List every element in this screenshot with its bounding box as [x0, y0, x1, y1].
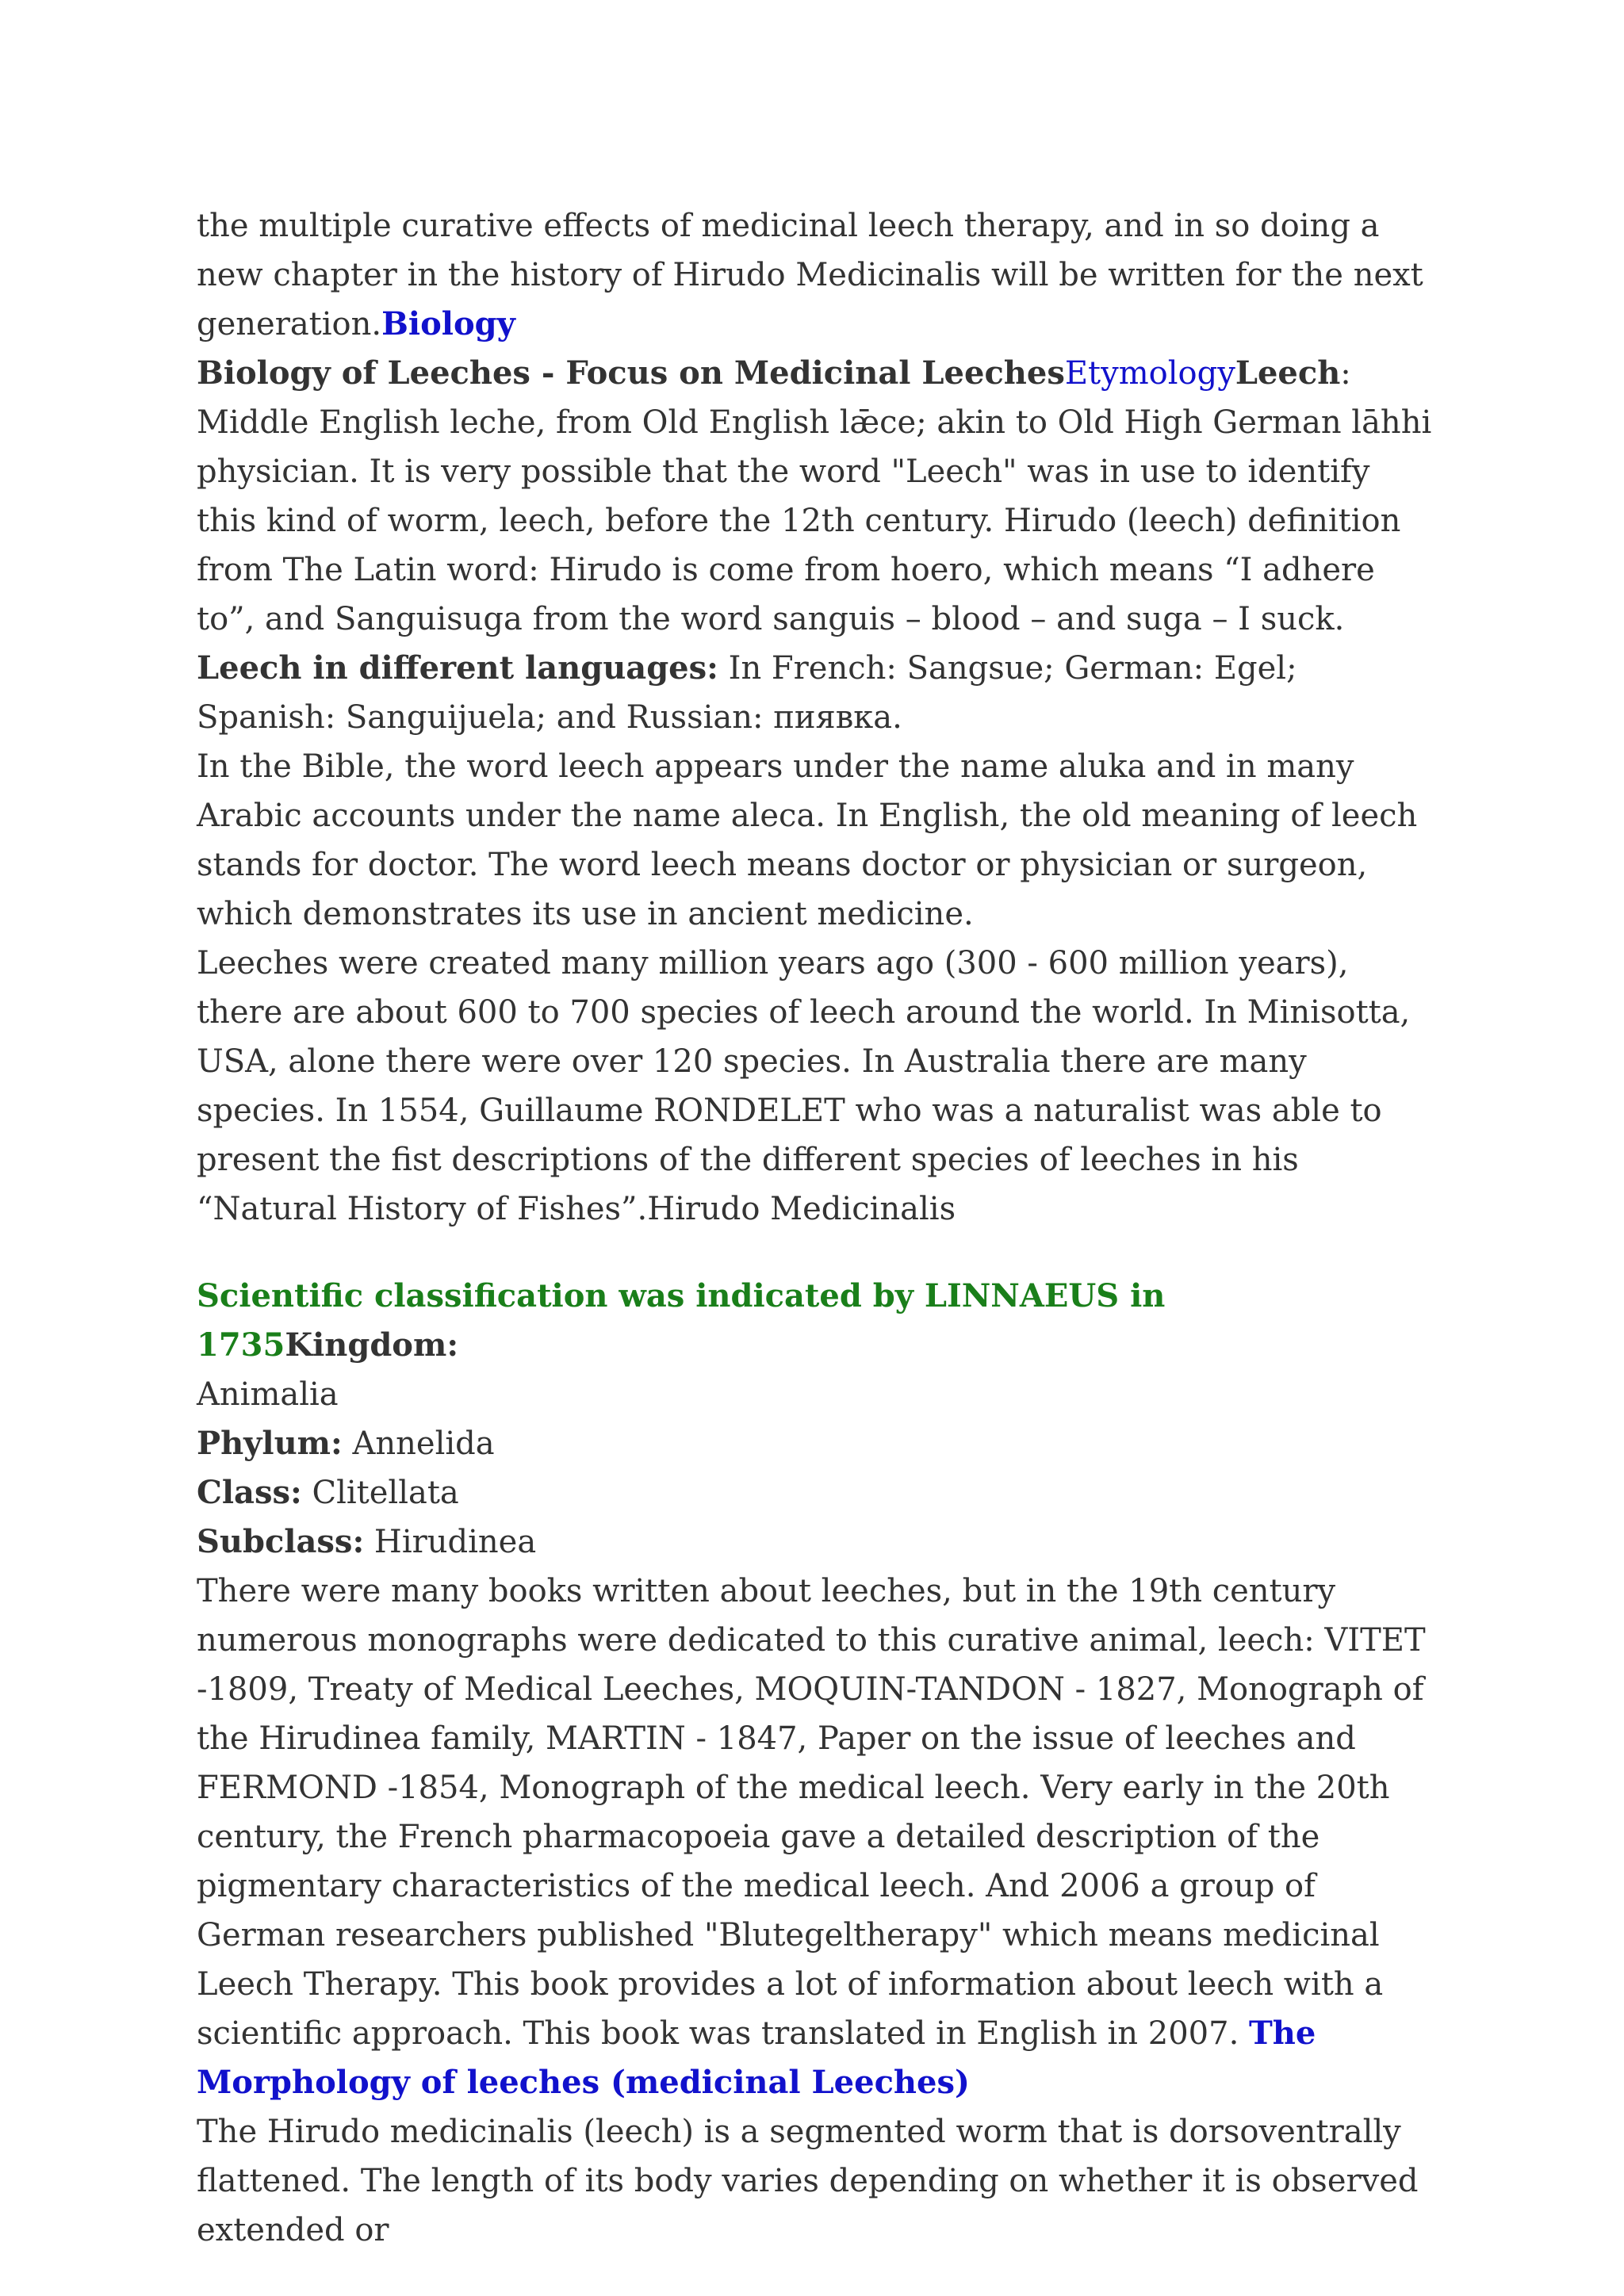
bible-paragraph: In the Bible, the word leech appears under the name aluka and in many Arabic accounts under the name aleca. In English, the old meaning of leech stands for doctor. The word leech means doctor or physician or surgeon, which demonstrates its use in ancient medicine. — [197, 748, 1418, 932]
biology-of-leeches-heading: Biology of Leeches - Focus on Medicinal Leeches — [197, 354, 1065, 392]
history-paragraph: Leeches were created many million years ago (300 - 600 million years), there are about 600 to 700 species of leech around the world. In Minisotta, USA, alone there were over 120 species. In Australia there are many species. In 1554, Guillaume RONDELET who was a naturalist was able to present the fist descriptions of the different species of leeches in his “Natural History of Fishes”.Hirudo Medicinalis — [197, 945, 1411, 1227]
class-line — [197, 1468, 1434, 1517]
phylum-value: Annelida — [342, 1425, 495, 1462]
phylum-line — [197, 1419, 1434, 1468]
languages-label: Leech in different languages: — [197, 649, 718, 687]
morphology-paragraph: The Hirudo medicinalis (leech) is a segmented worm that is dorsoventrally flattened. The length of its body varies depending on whether it is observed extended or — [197, 2114, 1419, 2248]
languages-paragraph — [197, 644, 1434, 742]
etymology-paragraph — [197, 349, 1434, 644]
subclass-value: Hirudinea — [364, 1524, 537, 1560]
kingdom-label: Kingdom: — [285, 1326, 459, 1364]
phylum-label: Phylum: — [197, 1425, 343, 1462]
intro-text: the multiple curative effects of medicinal leech therapy, and in so doing a new chapter in the history of Hirudo Medicinalis will be written for the next generation. — [197, 208, 1423, 342]
intro-paragraph — [197, 201, 1434, 349]
languages-text: In French: Sangsue; German: Egel; Spanish: Sanguijuela; and Russian: пиявка. — [197, 650, 1297, 736]
classification-heading[interactable]: Scientific classification was indicated by LINNAEUS in 1735 — [197, 1277, 1166, 1364]
class-label: Class: — [197, 1474, 302, 1511]
books-text: There were many books written about leeches, but in the 19th century numerous monographs were dedicated to this curative animal, leech: VITET -1809, Treaty of Medical Leeches, MOQUIN-TANDON - 1827, Monograph of the Hirudinea family, MARTIN - 1847, Paper on the issue of leeches and FERMOND -1854, Monograph of the medical leech. Very early in the 20th century, the French pharmacopoeia gave a detailed description of the pigmentary characteristics of the medical leech. And 2006 a group of German researchers published "Blutegeltherapy" which means medicinal Leech Therapy. This book provides a lot of information about leech with a scientific approach. This book was translated in English in 2007. — [197, 1573, 1426, 2052]
books-paragraph — [197, 1567, 1434, 2107]
document-page — [197, 201, 1434, 2255]
morphology-heading-link[interactable]: The Morphology of leeches (medicinal Leeches) — [197, 2015, 1316, 2101]
kingdom-value: Animalia — [197, 1376, 339, 1413]
classification-heading-line — [197, 1272, 1434, 1419]
leech-label: Leech — [1235, 354, 1341, 392]
class-value: Clitellata — [301, 1475, 459, 1511]
biology-heading-link[interactable]: Biology — [381, 305, 515, 342]
subclass-line — [197, 1517, 1434, 1567]
section-gap — [197, 1234, 1434, 1272]
etymology-link[interactable]: Etymology — [1064, 355, 1235, 392]
subclass-label: Subclass: — [197, 1523, 365, 1560]
etymology-text: : Middle English leche, from Old English lǣce; akin to Old High German lāhhi physician. It is very possible that the word "Leech" was in use to identify this kind of worm, leech, before the 12th century. Hirudo (leech) definition from The Latin word: Hirudo is come from hoero, which means “I adhere to”, and Sanguisuga from the word sanguis – blood – and suga – I suck. — [197, 355, 1432, 637]
